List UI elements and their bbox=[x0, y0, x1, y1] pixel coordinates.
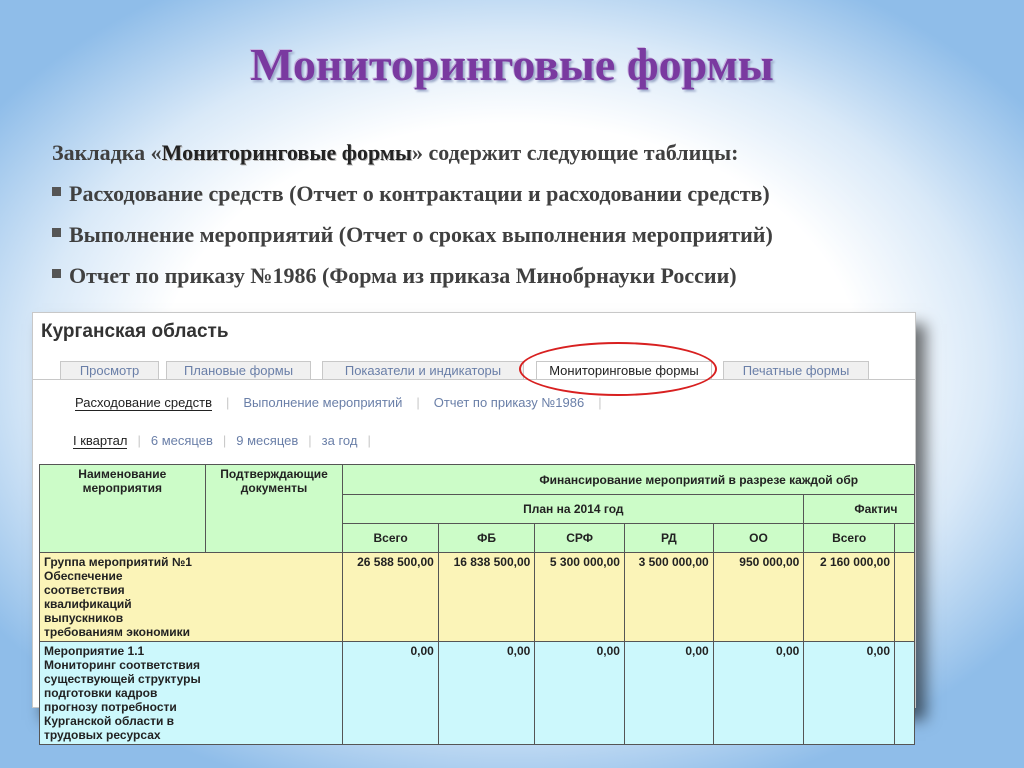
cell-value: 0,00 bbox=[713, 642, 804, 745]
header-name: Наименование мероприятия bbox=[40, 465, 206, 553]
bullet-item bbox=[52, 222, 773, 248]
monitoring-table bbox=[39, 464, 915, 745]
header-col-fact-total: Всего bbox=[804, 524, 895, 553]
period-q1[interactable]: I квартал bbox=[73, 433, 128, 448]
row-name: Группа мероприятий №1 Обеспечение соответствия квалификаций выпускников требованиям экономики bbox=[40, 553, 343, 642]
cell-value: 0,00 bbox=[535, 642, 625, 745]
header-plan: План на 2014 год bbox=[343, 495, 804, 524]
intro-suffix: » содержит следующие таблицы: bbox=[412, 140, 739, 165]
header-col-total: Всего bbox=[343, 524, 438, 553]
cell-value: 0,00 bbox=[624, 642, 713, 745]
bullet-square-icon bbox=[52, 187, 61, 196]
separator: | bbox=[308, 433, 312, 448]
slide-title: Мониторинговые формы bbox=[250, 39, 774, 90]
header-col-rd: РД bbox=[624, 524, 713, 553]
header-docs: Подтверждающие документы bbox=[205, 465, 343, 553]
separator: | bbox=[416, 395, 420, 410]
cell-value: 950 000,00 bbox=[713, 553, 804, 642]
header-fact: Фактич bbox=[804, 495, 915, 524]
tab-print-forms[interactable]: Печатные формы bbox=[723, 361, 869, 380]
app-screenshot bbox=[32, 312, 916, 742]
bullet-square-icon bbox=[52, 269, 61, 278]
cell-value: 5 300 000,00 bbox=[535, 553, 625, 642]
header-col-cut bbox=[895, 524, 915, 553]
period-year[interactable]: за год bbox=[321, 433, 358, 448]
table-row bbox=[40, 553, 915, 642]
cell-value: 0,00 bbox=[438, 642, 534, 745]
subtab-spending[interactable]: Расходование средств bbox=[75, 395, 212, 410]
period-6-months[interactable]: 6 месяцев bbox=[150, 433, 213, 448]
intro-emphasis: Мониторинговые формы bbox=[161, 140, 413, 165]
tab-indicators[interactable]: Показатели и индикаторы bbox=[322, 361, 524, 380]
cell-value: 26 588 500,00 bbox=[343, 553, 438, 642]
period-9-months[interactable]: 9 месяцев bbox=[236, 433, 299, 448]
separator: | bbox=[367, 433, 371, 448]
tab-divider bbox=[33, 379, 915, 380]
subtab-bar bbox=[75, 395, 616, 411]
period-bar bbox=[73, 433, 381, 448]
intro-text bbox=[52, 140, 739, 166]
header-col-fb: ФБ bbox=[438, 524, 534, 553]
cell-value: 0,00 bbox=[343, 642, 438, 745]
cell-value: 0,00 bbox=[804, 642, 895, 745]
bullet-text: Отчет по приказу №1986 (Форма из приказа Минобрнауки России) bbox=[69, 263, 737, 288]
bullet-text: Выполнение мероприятий (Отчет о сроках выполнения мероприятий) bbox=[69, 222, 773, 247]
highlight-oval bbox=[519, 342, 717, 396]
tab-prosmotr[interactable]: Просмотр bbox=[60, 361, 159, 380]
intro-prefix: Закладка « bbox=[52, 140, 162, 165]
region-title: Курганская область bbox=[41, 321, 229, 342]
separator: | bbox=[222, 433, 227, 448]
cell-cut bbox=[895, 642, 915, 745]
tab-planned-forms[interactable]: Плановые формы bbox=[166, 361, 311, 380]
row-name: Мероприятие 1.1 Мониторинг соответствия существующей структуры подготовки кадров прогнозу потребности Курганской области в трудовых ресурсах bbox=[40, 642, 343, 745]
table-row bbox=[40, 642, 915, 745]
bullet-square-icon bbox=[52, 228, 61, 237]
tab-monitoring-forms[interactable]: Мониторинговые формы bbox=[536, 361, 712, 380]
separator: | bbox=[137, 433, 141, 448]
cell-value: 16 838 500,00 bbox=[438, 553, 534, 642]
header-col-oo: ОО bbox=[713, 524, 804, 553]
cell-cut bbox=[895, 553, 915, 642]
cell-value: 2 160 000,00 bbox=[804, 553, 895, 642]
bullet-text: Расходование средств (Отчет о контрактации и расходовании средств) bbox=[69, 181, 770, 206]
cell-value: 3 500 000,00 bbox=[624, 553, 713, 642]
separator: | bbox=[598, 395, 602, 410]
header-financing: Финансирование мероприятий в разрезе каждой обр bbox=[343, 465, 915, 495]
bullet-item bbox=[52, 263, 737, 289]
subtab-execution[interactable]: Выполнение мероприятий bbox=[243, 395, 403, 410]
separator: | bbox=[225, 395, 230, 410]
subtab-order-1986[interactable]: Отчет по приказу №1986 bbox=[433, 395, 585, 410]
bullet-item bbox=[52, 181, 770, 207]
header-col-srf: СРФ bbox=[535, 524, 625, 553]
